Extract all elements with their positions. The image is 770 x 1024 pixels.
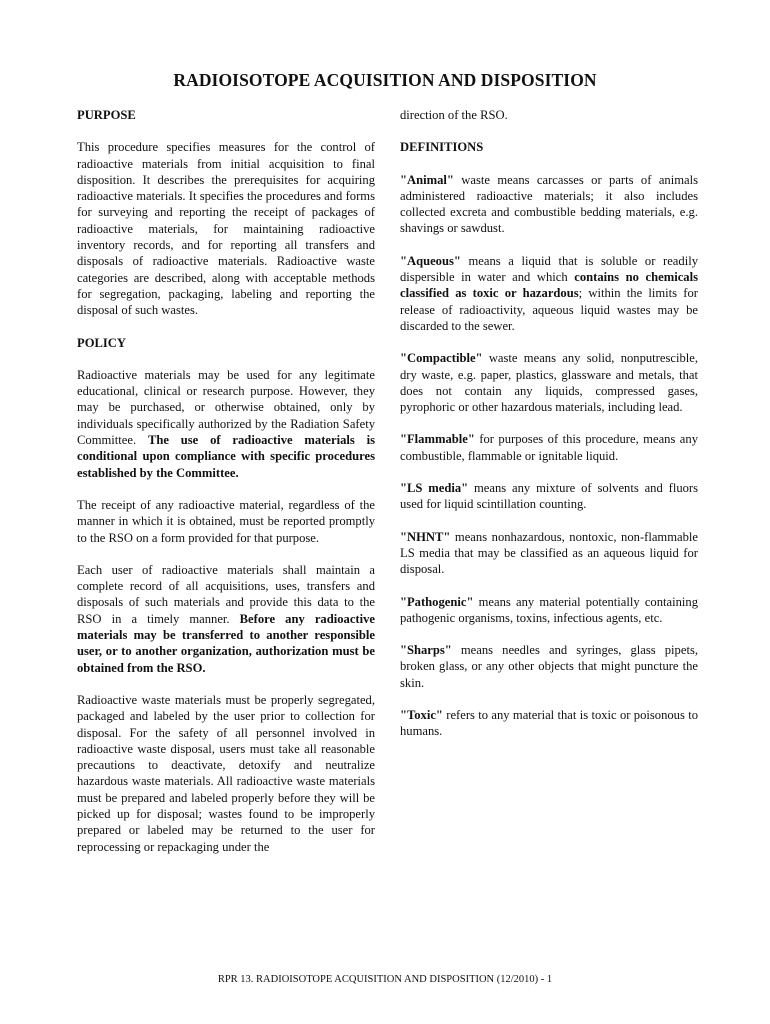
definition-term: "Animal" xyxy=(400,172,454,187)
definition-term: "Sharps" xyxy=(400,643,452,658)
policy-paragraph-3 xyxy=(77,562,375,676)
definition-text: means needles and syringes, glass pipets, broken glass, or any other objects that might puncture the skin. xyxy=(400,643,698,690)
policy-paragraph-2: The receipt of any radioactive material, regardless of the manner in which it is obtained, must be reported promptly to the RSO on a form provided for that purpose. xyxy=(77,497,375,545)
definition-term: "Toxic" xyxy=(400,708,443,723)
definition-term: "Flammable" xyxy=(400,432,475,447)
definition-text: means any material potentially containing pathogenic organisms, toxins, infectious agents, etc. xyxy=(400,594,698,625)
page-footer: RPR 13. RADIOISOTOPE ACQUISITION AND DISPOSITION (12/2010) - 1 xyxy=(217,974,553,985)
purpose-paragraph: This procedure specifies measures for the control of radioactive materials from initial acquisition to final disposition. It describes the prerequisites for acquiring radioactive materials. It specifies the procedures and forms for surveying and reporting the receipt of packages of radioactive materials, for maintaining radioactive inventory records, and for reporting all transfers and disposals of radioactive materials. Radioactive waste categories are described, along with acceptable methods for segregation, packaging, labeling and reporting the disposal of such wastes. xyxy=(77,140,375,318)
policy-p3-text: Each user of radioactive materials shall maintain a complete record of all acquisitions, uses, transfers and disposals of such materials and provide this data to the RSO in a timely manner. xyxy=(77,562,375,626)
definition-term: "Pathogenic" xyxy=(400,594,474,609)
definition-aqueous xyxy=(400,253,698,334)
definition-compactible xyxy=(400,350,698,415)
policy-p1-text: Radioactive materials may be used for any legitimate educational, clinical or research purpose. However, they may be purchased, or otherwise obtained, only by individuals specifically authorized by the Radiation Safety Committee. xyxy=(77,367,375,448)
right-column xyxy=(400,107,698,756)
definition-text: means any mixture of solvents and fluors used for liquid scintillation counting. xyxy=(400,481,699,512)
definition-text: ; within the limits for release of radioactivity, aqueous liquid wastes may be discarded to the sewer. xyxy=(400,286,698,333)
definition-text: refers to any material that is toxic or poisonous to humans. xyxy=(400,708,698,739)
definition-animal xyxy=(400,172,698,237)
definition-nhnt xyxy=(400,529,698,578)
policy-paragraph-4-continued: direction of the RSO. xyxy=(400,108,508,122)
definition-term: "NHNT" xyxy=(400,529,451,544)
policy-heading: POLICY xyxy=(77,335,126,350)
definition-text: waste means any solid, nonputrescible, dry waste, e.g. paper, plastics, glassware and metals, that does not contain any liquids, compressed gases, pyrophoric or other hazardous materials, including lead. xyxy=(400,351,698,415)
policy-paragraph-1 xyxy=(77,367,375,481)
definition-pathogenic xyxy=(400,594,698,627)
definition-text: means a liquid that is soluble or readily dispersible in water and which xyxy=(400,253,698,285)
definition-text: waste means carcasses or parts of animals administered radioactive materials; it also includes collected excreta and combustible bedding materials, e.g. shavings or sawdust. xyxy=(400,172,698,236)
definition-term: "Aqueous" xyxy=(400,253,461,268)
purpose-heading: PURPOSE xyxy=(77,108,136,122)
definition-toxic xyxy=(400,707,698,740)
policy-p1-bold: The use of radioactive materials is conditional upon compliance with specific procedures established by the Committee. xyxy=(77,433,375,480)
definition-term: "Compactible" xyxy=(400,351,483,366)
definition-term: "LS media" xyxy=(400,481,469,496)
definition-ls-media xyxy=(400,480,698,513)
definition-flammable xyxy=(400,431,698,464)
definition-sharps xyxy=(400,642,698,691)
left-column xyxy=(77,107,375,871)
definition-text: for purposes of this procedure, means any combustible, flammable or ignitable liquid. xyxy=(400,432,698,463)
definition-text: means nonhazardous, nontoxic, non-flammable LS media that may be classified as an aqueous liquid for disposal. xyxy=(400,529,698,577)
definition-bold-text: contains no chemicals classified as toxic or hazardous xyxy=(400,270,699,301)
definitions-heading: DEFINITIONS xyxy=(400,140,484,155)
policy-p3-bold: Before any radioactive materials may be transferred to another responsible user, or to another organization, authorization must be obtained from the RSO. xyxy=(77,611,375,675)
policy-paragraph-4: Radioactive waste materials must be properly segregated, packaged and labeled by the user prior to collection for disposal. For the safety of all personnel involved in radioactive waste disposal, users must take all reasonable precautions to deactivate, detoxify and neutralize hazardous waste materials. All radioactive waste materials must be prepared and labeled properly before they will be picked up for disposal; wastes found to be improperly prepared or labeled may be returned to the user for reprocessing or repackaging under the xyxy=(77,692,375,854)
page-title: RADIOISOTOPE ACQUISITION AND DISPOSITION xyxy=(173,70,597,90)
